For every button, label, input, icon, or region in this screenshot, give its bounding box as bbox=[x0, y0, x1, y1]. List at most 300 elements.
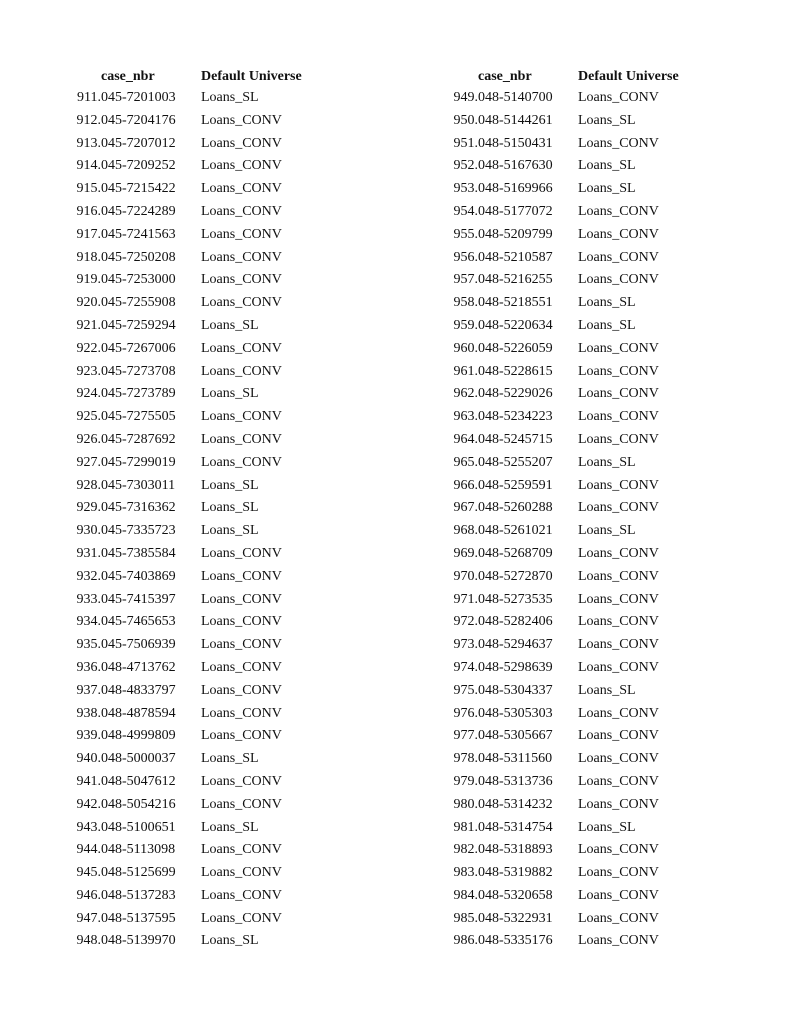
default-universe-header: Default Universe bbox=[578, 69, 679, 84]
default-universe-cell: Loans_CONV bbox=[578, 773, 659, 789]
row-number: 986. bbox=[453, 933, 478, 949]
case-nbr-cell: 045-7255908 bbox=[101, 295, 176, 311]
table-row bbox=[425, 429, 708, 452]
default-universe-cell: Loans_SL bbox=[201, 386, 259, 402]
table-row bbox=[425, 338, 708, 361]
case-nbr-cell: 048-5320658 bbox=[478, 887, 553, 903]
row-number: 956. bbox=[453, 249, 478, 265]
default-universe-cell: Loans_CONV bbox=[578, 249, 659, 265]
default-universe-cell: Loans_CONV bbox=[578, 910, 659, 926]
row-number: 941. bbox=[76, 773, 101, 789]
row-number: 960. bbox=[453, 340, 478, 356]
default-universe-cell: Loans_CONV bbox=[201, 728, 282, 744]
table-row bbox=[48, 680, 331, 703]
case-nbr-cell: 045-7259294 bbox=[101, 317, 176, 333]
default-universe-cell: Loans_CONV bbox=[201, 705, 282, 721]
table-row bbox=[48, 178, 331, 201]
default-universe-cell: Loans_SL bbox=[201, 500, 259, 516]
row-number: 914. bbox=[76, 158, 101, 174]
default-universe-cell: Loans_SL bbox=[578, 682, 636, 698]
case-nbr-cell: 045-7335723 bbox=[101, 523, 176, 539]
row-number: 918. bbox=[76, 249, 101, 265]
row-number: 936. bbox=[76, 659, 101, 675]
row-number: 928. bbox=[76, 477, 101, 493]
case-nbr-cell: 045-7506939 bbox=[101, 637, 176, 653]
right-table bbox=[425, 66, 708, 953]
table-row bbox=[425, 201, 708, 224]
row-number: 934. bbox=[76, 614, 101, 630]
default-universe-cell: Loans_SL bbox=[578, 158, 636, 174]
table-row bbox=[48, 862, 331, 885]
default-universe-cell: Loans_SL bbox=[578, 819, 636, 835]
case-nbr-cell: 048-5137595 bbox=[101, 910, 176, 926]
table-row bbox=[48, 224, 331, 247]
default-universe-cell: Loans_CONV bbox=[201, 431, 282, 447]
case-nbr-cell: 045-7273708 bbox=[101, 363, 176, 379]
case-nbr-cell: 048-5304337 bbox=[478, 682, 553, 698]
case-nbr-cell: 045-7303011 bbox=[101, 477, 176, 493]
default-universe-cell: Loans_SL bbox=[578, 181, 636, 197]
default-universe-cell: Loans_CONV bbox=[578, 431, 659, 447]
row-number: 935. bbox=[76, 637, 101, 653]
row-number: 954. bbox=[453, 203, 478, 219]
row-number: 962. bbox=[453, 386, 478, 402]
case-nbr-header: case_nbr bbox=[478, 69, 532, 84]
case-nbr-cell: 048-5177072 bbox=[478, 203, 553, 219]
default-universe-cell: Loans_CONV bbox=[578, 614, 659, 630]
row-number: 978. bbox=[453, 751, 478, 767]
row-number: 939. bbox=[76, 728, 101, 744]
table-row bbox=[48, 930, 331, 953]
table-row bbox=[425, 930, 708, 953]
case-nbr-cell: 048-5305667 bbox=[478, 728, 553, 744]
table-row bbox=[48, 429, 331, 452]
left-table-body bbox=[48, 87, 331, 953]
table-row bbox=[425, 497, 708, 520]
table-row bbox=[48, 269, 331, 292]
row-number: 932. bbox=[76, 568, 101, 584]
case-nbr-cell: 048-5000037 bbox=[101, 751, 176, 767]
row-number: 913. bbox=[76, 135, 101, 151]
row-number: 922. bbox=[76, 340, 101, 356]
table-row bbox=[48, 201, 331, 224]
case-nbr-cell: 045-7207012 bbox=[101, 135, 176, 151]
table-row bbox=[48, 315, 331, 338]
case-nbr-cell: 045-7275505 bbox=[101, 409, 176, 425]
table-row bbox=[425, 794, 708, 817]
default-universe-cell: Loans_CONV bbox=[201, 568, 282, 584]
default-universe-cell: Loans_CONV bbox=[201, 249, 282, 265]
default-universe-cell: Loans_CONV bbox=[201, 272, 282, 288]
default-universe-cell: Loans_CONV bbox=[578, 728, 659, 744]
table-row bbox=[425, 406, 708, 429]
default-universe-cell: Loans_CONV bbox=[578, 659, 659, 675]
row-number: 982. bbox=[453, 842, 478, 858]
default-universe-cell: Loans_CONV bbox=[578, 796, 659, 812]
case-nbr-cell: 048-5125699 bbox=[101, 865, 176, 881]
case-nbr-cell: 045-7287692 bbox=[101, 431, 176, 447]
default-universe-cell: Loans_SL bbox=[201, 317, 259, 333]
row-number: 966. bbox=[453, 477, 478, 493]
default-universe-cell: Loans_SL bbox=[201, 90, 259, 105]
case-nbr-cell: 048-5272870 bbox=[478, 568, 553, 584]
index-header bbox=[48, 66, 101, 87]
right-table-body bbox=[425, 87, 708, 953]
right-column bbox=[425, 66, 708, 953]
case-nbr-cell: 048-5305303 bbox=[478, 705, 553, 721]
default-universe-cell: Loans_CONV bbox=[578, 637, 659, 653]
table-row bbox=[425, 885, 708, 908]
default-universe-cell: Loans_CONV bbox=[578, 409, 659, 425]
row-number: 915. bbox=[76, 181, 101, 197]
row-number: 952. bbox=[453, 158, 478, 174]
row-number: 980. bbox=[453, 796, 478, 812]
case-nbr-cell: 048-5245715 bbox=[478, 431, 553, 447]
row-number: 958. bbox=[453, 295, 478, 311]
row-number: 940. bbox=[76, 751, 101, 767]
row-number: 975. bbox=[453, 682, 478, 698]
case-nbr-cell: 045-7224289 bbox=[101, 203, 176, 219]
default-universe-cell: Loans_CONV bbox=[578, 568, 659, 584]
default-universe-cell: Loans_CONV bbox=[201, 910, 282, 926]
case-nbr-cell: 048-5169966 bbox=[478, 181, 553, 197]
table-row bbox=[425, 520, 708, 543]
case-nbr-cell: 045-7241563 bbox=[101, 226, 176, 242]
case-nbr-cell: 048-5228615 bbox=[478, 363, 553, 379]
row-number: 911. bbox=[77, 90, 101, 105]
table-row bbox=[48, 475, 331, 498]
default-universe-cell: Loans_CONV bbox=[201, 226, 282, 242]
row-number: 971. bbox=[453, 591, 478, 607]
default-universe-cell: Loans_CONV bbox=[201, 340, 282, 356]
case-nbr-cell: 048-5144261 bbox=[478, 112, 553, 128]
case-nbr-cell: 048-4713762 bbox=[101, 659, 176, 675]
case-nbr-cell: 048-5140700 bbox=[478, 90, 553, 105]
default-universe-cell: Loans_SL bbox=[578, 523, 636, 539]
default-universe-cell: Loans_CONV bbox=[201, 842, 282, 858]
row-number: 945. bbox=[76, 865, 101, 881]
case-nbr-cell: 048-5047612 bbox=[101, 773, 176, 789]
case-nbr-cell: 048-5314232 bbox=[478, 796, 553, 812]
case-nbr-cell: 048-5210587 bbox=[478, 249, 553, 265]
left-header-row bbox=[48, 66, 331, 87]
row-number: 919. bbox=[76, 272, 101, 288]
row-number: 972. bbox=[453, 614, 478, 630]
table-row bbox=[425, 361, 708, 384]
row-number: 938. bbox=[76, 705, 101, 721]
table-row bbox=[425, 611, 708, 634]
default-universe-cell: Loans_CONV bbox=[201, 158, 282, 174]
table-row bbox=[48, 110, 331, 133]
default-universe-cell: Loans_CONV bbox=[201, 659, 282, 675]
left-table bbox=[48, 66, 331, 953]
default-universe-cell: Loans_SL bbox=[201, 933, 259, 949]
table-row bbox=[48, 794, 331, 817]
row-number: 963. bbox=[453, 409, 478, 425]
table-row bbox=[48, 543, 331, 566]
case-nbr-cell: 048-5311560 bbox=[478, 751, 553, 767]
table-row bbox=[425, 110, 708, 133]
row-number: 933. bbox=[76, 591, 101, 607]
table-row bbox=[48, 87, 331, 110]
table-row bbox=[48, 520, 331, 543]
default-universe-cell: Loans_CONV bbox=[578, 135, 659, 151]
default-universe-cell: Loans_CONV bbox=[578, 340, 659, 356]
case-nbr-cell: 048-5167630 bbox=[478, 158, 553, 174]
row-number: 974. bbox=[453, 659, 478, 675]
table-row bbox=[425, 452, 708, 475]
table-row bbox=[48, 247, 331, 270]
table-row bbox=[425, 133, 708, 156]
default-universe-cell: Loans_SL bbox=[201, 819, 259, 835]
row-number: 955. bbox=[453, 226, 478, 242]
row-number: 929. bbox=[76, 500, 101, 516]
left-column bbox=[48, 66, 331, 953]
row-number: 924. bbox=[76, 386, 101, 402]
row-number: 912. bbox=[76, 112, 101, 128]
table-row bbox=[425, 839, 708, 862]
case-nbr-cell: 048-5234223 bbox=[478, 409, 553, 425]
row-number: 946. bbox=[76, 887, 101, 903]
case-nbr-cell: 048-5273535 bbox=[478, 591, 553, 607]
table-row bbox=[425, 475, 708, 498]
index-header bbox=[425, 66, 478, 87]
row-number: 917. bbox=[76, 226, 101, 242]
case-nbr-cell: 048-5150431 bbox=[478, 135, 553, 151]
case-nbr-cell: 048-5209799 bbox=[478, 226, 553, 242]
case-nbr-cell: 045-7403869 bbox=[101, 568, 176, 584]
case-nbr-cell: 045-7201003 bbox=[101, 90, 176, 105]
case-nbr-cell: 048-5322931 bbox=[478, 910, 553, 926]
row-number: 926. bbox=[76, 431, 101, 447]
case-nbr-cell: 048-5216255 bbox=[478, 272, 553, 288]
default-universe-cell: Loans_CONV bbox=[578, 842, 659, 858]
case-nbr-cell: 045-7204176 bbox=[101, 112, 176, 128]
table-row bbox=[425, 543, 708, 566]
default-universe-cell: Loans_CONV bbox=[578, 203, 659, 219]
table-row bbox=[48, 589, 331, 612]
table-row bbox=[48, 452, 331, 475]
case-nbr-cell: 048-5137283 bbox=[101, 887, 176, 903]
case-nbr-cell: 045-7385584 bbox=[101, 545, 176, 561]
case-nbr-cell: 045-7465653 bbox=[101, 614, 176, 630]
row-number: 985. bbox=[453, 910, 478, 926]
table-row bbox=[425, 589, 708, 612]
row-number: 942. bbox=[76, 796, 101, 812]
default-universe-cell: Loans_CONV bbox=[201, 363, 282, 379]
case-nbr-cell: 048-5298639 bbox=[478, 659, 553, 675]
default-universe-cell: Loans_CONV bbox=[578, 386, 659, 402]
default-universe-cell: Loans_SL bbox=[578, 295, 636, 311]
case-nbr-cell: 048-5268709 bbox=[478, 545, 553, 561]
table-row bbox=[48, 361, 331, 384]
table-row bbox=[425, 292, 708, 315]
default-universe-cell: Loans_CONV bbox=[578, 500, 659, 516]
case-nbr-cell: 048-5282406 bbox=[478, 614, 553, 630]
case-nbr-cell: 045-7215422 bbox=[101, 181, 176, 197]
case-nbr-cell: 048-5318893 bbox=[478, 842, 553, 858]
case-nbr-cell: 048-5314754 bbox=[478, 819, 553, 835]
case-nbr-cell: 045-7299019 bbox=[101, 454, 176, 470]
default-universe-cell: Loans_CONV bbox=[201, 773, 282, 789]
row-number: 943. bbox=[76, 819, 101, 835]
case-nbr-cell: 048-5054216 bbox=[101, 796, 176, 812]
table-row bbox=[425, 725, 708, 748]
case-nbr-cell: 048-5313736 bbox=[478, 773, 553, 789]
case-nbr-cell: 048-5218551 bbox=[478, 295, 553, 311]
case-nbr-header: case_nbr bbox=[101, 69, 155, 84]
row-number: 965. bbox=[453, 454, 478, 470]
default-universe-cell: Loans_CONV bbox=[201, 591, 282, 607]
table-row bbox=[425, 680, 708, 703]
table-row bbox=[425, 748, 708, 771]
default-universe-cell: Loans_CONV bbox=[201, 865, 282, 881]
row-number: 920. bbox=[76, 295, 101, 311]
table-row bbox=[425, 224, 708, 247]
table-row bbox=[425, 178, 708, 201]
default-universe-cell: Loans_SL bbox=[578, 454, 636, 470]
row-number: 923. bbox=[76, 363, 101, 379]
row-number: 979. bbox=[453, 773, 478, 789]
case-nbr-cell: 045-7415397 bbox=[101, 591, 176, 607]
table-row bbox=[425, 566, 708, 589]
default-universe-cell: Loans_CONV bbox=[201, 614, 282, 630]
default-universe-cell: Loans_CONV bbox=[578, 477, 659, 493]
row-number: 931. bbox=[76, 545, 101, 561]
case-nbr-cell: 048-4833797 bbox=[101, 682, 176, 698]
default-universe-cell: Loans_SL bbox=[578, 112, 636, 128]
table-row bbox=[48, 497, 331, 520]
default-universe-cell: Loans_CONV bbox=[578, 865, 659, 881]
default-universe-cell: Loans_CONV bbox=[578, 545, 659, 561]
table-row bbox=[48, 657, 331, 680]
table-row bbox=[425, 87, 708, 110]
row-number: 977. bbox=[453, 728, 478, 744]
table-row bbox=[48, 771, 331, 794]
case-nbr-cell: 048-5100651 bbox=[101, 819, 176, 835]
table-row bbox=[48, 908, 331, 931]
table-row bbox=[48, 292, 331, 315]
default-universe-cell: Loans_CONV bbox=[578, 887, 659, 903]
row-number: 957. bbox=[453, 272, 478, 288]
table-row bbox=[425, 908, 708, 931]
case-nbr-cell: 048-5335176 bbox=[478, 933, 553, 949]
table-row bbox=[48, 566, 331, 589]
table-row bbox=[48, 748, 331, 771]
case-nbr-cell: 045-7267006 bbox=[101, 340, 176, 356]
case-nbr-cell: 048-5229026 bbox=[478, 386, 553, 402]
default-universe-cell: Loans_CONV bbox=[201, 887, 282, 903]
row-number: 921. bbox=[76, 317, 101, 333]
table-row bbox=[48, 634, 331, 657]
default-universe-cell: Loans_CONV bbox=[578, 705, 659, 721]
table-row bbox=[425, 634, 708, 657]
default-universe-cell: Loans_CONV bbox=[201, 203, 282, 219]
row-number: 970. bbox=[453, 568, 478, 584]
row-number: 950. bbox=[453, 112, 478, 128]
row-number: 948. bbox=[76, 933, 101, 949]
case-nbr-cell: 048-5259591 bbox=[478, 477, 553, 493]
case-nbr-cell: 048-5319882 bbox=[478, 865, 553, 881]
table-row bbox=[425, 703, 708, 726]
default-universe-cell: Loans_CONV bbox=[201, 682, 282, 698]
row-number: 949. bbox=[453, 90, 478, 105]
table-row bbox=[425, 862, 708, 885]
row-number: 959. bbox=[453, 317, 478, 333]
case-nbr-cell: 045-7250208 bbox=[101, 249, 176, 265]
default-universe-cell: Loans_CONV bbox=[201, 796, 282, 812]
row-number: 981. bbox=[453, 819, 478, 835]
case-nbr-cell: 045-7316362 bbox=[101, 500, 176, 516]
right-header-row bbox=[425, 66, 708, 87]
default-universe-cell: Loans_CONV bbox=[578, 272, 659, 288]
case-nbr-cell: 048-5294637 bbox=[478, 637, 553, 653]
case-nbr-cell: 048-5139970 bbox=[101, 933, 176, 949]
table-row bbox=[48, 338, 331, 361]
table-row bbox=[48, 133, 331, 156]
row-number: 984. bbox=[453, 887, 478, 903]
row-number: 976. bbox=[453, 705, 478, 721]
row-number: 953. bbox=[453, 181, 478, 197]
case-nbr-cell: 048-5260288 bbox=[478, 500, 553, 516]
default-universe-cell: Loans_SL bbox=[201, 751, 259, 767]
default-universe-cell: Loans_CONV bbox=[578, 363, 659, 379]
table-row bbox=[425, 383, 708, 406]
default-universe-cell: Loans_CONV bbox=[578, 933, 659, 949]
default-universe-cell: Loans_CONV bbox=[578, 90, 659, 105]
row-number: 968. bbox=[453, 523, 478, 539]
row-number: 930. bbox=[76, 523, 101, 539]
case-nbr-cell: 048-5113098 bbox=[101, 842, 176, 858]
default-universe-cell: Loans_CONV bbox=[578, 226, 659, 242]
table-row bbox=[425, 269, 708, 292]
table-row bbox=[48, 839, 331, 862]
case-nbr-cell: 045-7253000 bbox=[101, 272, 176, 288]
table-row bbox=[425, 315, 708, 338]
default-universe-cell: Loans_SL bbox=[578, 317, 636, 333]
case-nbr-cell: 048-4999809 bbox=[101, 728, 176, 744]
table-row bbox=[425, 771, 708, 794]
default-universe-cell: Loans_CONV bbox=[201, 295, 282, 311]
row-number: 937. bbox=[76, 682, 101, 698]
table-row bbox=[48, 383, 331, 406]
row-number: 944. bbox=[76, 842, 101, 858]
row-number: 967. bbox=[453, 500, 478, 516]
table-row bbox=[48, 611, 331, 634]
default-universe-cell: Loans_SL bbox=[201, 523, 259, 539]
table-row bbox=[48, 703, 331, 726]
default-universe-cell: Loans_CONV bbox=[201, 637, 282, 653]
default-universe-cell: Loans_SL bbox=[201, 477, 259, 493]
table-row bbox=[48, 406, 331, 429]
row-number: 983. bbox=[453, 865, 478, 881]
row-number: 964. bbox=[453, 431, 478, 447]
row-number: 973. bbox=[453, 637, 478, 653]
row-number: 947. bbox=[76, 910, 101, 926]
case-nbr-cell: 048-5226059 bbox=[478, 340, 553, 356]
row-number: 927. bbox=[76, 454, 101, 470]
case-nbr-cell: 045-7273789 bbox=[101, 386, 176, 402]
default-universe-cell: Loans_CONV bbox=[201, 112, 282, 128]
table-row bbox=[425, 657, 708, 680]
case-nbr-cell: 048-5255207 bbox=[478, 454, 553, 470]
default-universe-cell: Loans_CONV bbox=[201, 135, 282, 151]
table-row bbox=[48, 155, 331, 178]
table-row bbox=[48, 725, 331, 748]
table-row bbox=[425, 817, 708, 840]
case-nbr-cell: 048-5220634 bbox=[478, 317, 553, 333]
default-universe-cell: Loans_CONV bbox=[201, 454, 282, 470]
